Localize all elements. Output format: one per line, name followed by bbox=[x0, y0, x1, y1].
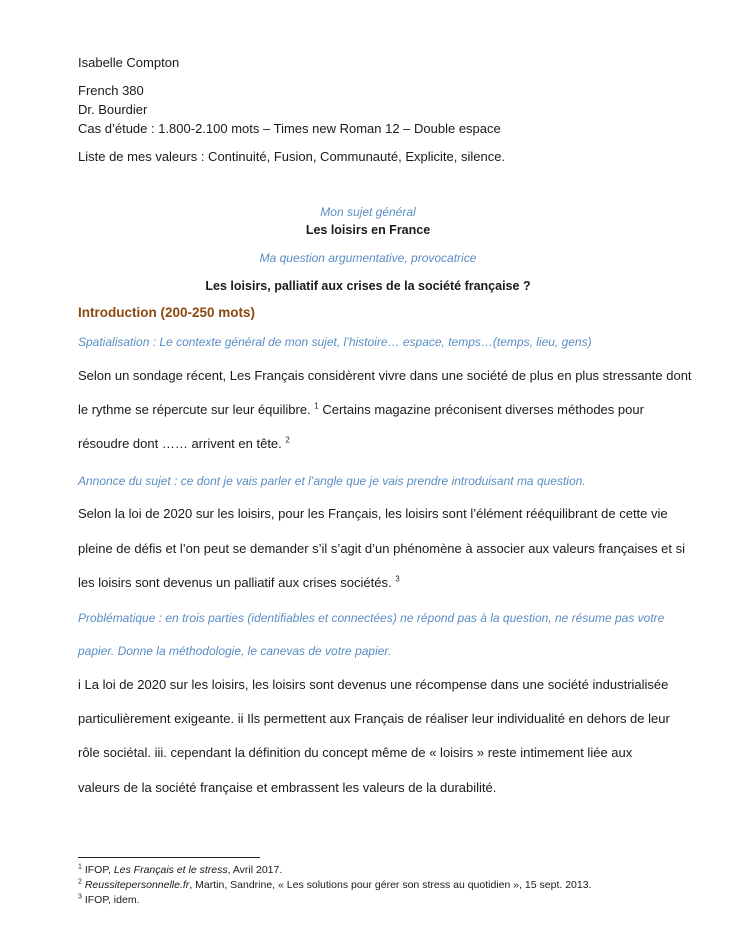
footnote-separator bbox=[78, 857, 260, 858]
argumentative-question: Les loisirs, palliatif aux crises de la société française ? bbox=[205, 279, 531, 293]
footnote-number: 3 bbox=[78, 893, 82, 901]
footnote-text: IFOP, idem. bbox=[81, 894, 140, 906]
paragraph-1-line-3 bbox=[78, 436, 290, 452]
footnote-title: Les Français et le stress bbox=[113, 864, 228, 876]
footnote-ref-3: 3 bbox=[395, 574, 400, 584]
paragraph-3-line-4: valeurs de la société française et embrassent les valeurs de la durabilité. bbox=[78, 780, 497, 795]
paragraph-2-line-1: Selon la loi de 2020 sur les loisirs, pour les Français, les loisirs sont l’élément rééquilibrant de cette vie bbox=[78, 506, 668, 521]
footnote-ref-1: 1 bbox=[314, 401, 319, 411]
paragraph-2-line-3 bbox=[78, 575, 400, 591]
paragraph-1-line-2b: Certains magazine préconisent diverses méthodes pour bbox=[318, 402, 644, 417]
course-name: French 380 bbox=[78, 83, 144, 98]
footnote-1 bbox=[78, 864, 282, 877]
problematique-note-line-2: papier. Donne la méthodologie, le canevas de votre papier. bbox=[78, 644, 392, 658]
paragraph-1-line-3a: résoudre dont …… arrivent en tête. bbox=[78, 436, 286, 451]
paragraph-3-line-1: i La loi de 2020 sur les loisirs, les loisirs sont devenus une récompense dans une société industrialisée bbox=[78, 677, 669, 692]
paragraph-2-line-2: pleine de défis et l’on peut se demander s’il s’agit d’un phénomène à associer aux valeurs françaises et si bbox=[78, 541, 686, 556]
footnote-title: Reussitepersonnelle.fr bbox=[84, 879, 190, 891]
values-list: Liste de mes valeurs : Continuité, Fusion, Communauté, Explicite, silence. bbox=[78, 149, 506, 164]
topic-label: Mon sujet général bbox=[320, 205, 416, 219]
paragraph-1-line-2 bbox=[78, 402, 644, 418]
paragraph-3-line-3: rôle sociétal. iii. cependant la définition du concept même de « loisirs » reste intimement liée aux bbox=[78, 745, 633, 760]
footnote-number: 2 bbox=[78, 878, 82, 886]
footnote-text: , Avril 2017. bbox=[227, 864, 283, 876]
question-label: Ma question argumentative, provocatrice bbox=[259, 251, 477, 265]
case-study-requirements: Cas d’étude : 1.800-2.100 mots – Times new Roman 12 – Double espace bbox=[78, 121, 501, 136]
footnote-3 bbox=[78, 894, 139, 907]
footnote-text: , Martin, Sandrine, « Les solutions pour gérer son stress au quotidien », 15 sept. 2013. bbox=[189, 879, 592, 891]
introduction-heading: Introduction (200-250 mots) bbox=[78, 305, 256, 320]
paragraph-1-line-1: Selon un sondage récent, Les Français considèrent vivre dans une société de plus en plus stressante dont bbox=[78, 368, 692, 383]
footnote-2 bbox=[78, 879, 591, 892]
annonce-note: Annonce du sujet : ce dont je vais parler et l’angle que je vais prendre introduisant ma question. bbox=[78, 474, 586, 488]
spatialisation-note: Spatialisation : Le contexte général de mon sujet, l’histoire… espace, temps…(temps, lieu, gens) bbox=[78, 335, 592, 349]
topic-title: Les loisirs en France bbox=[305, 223, 431, 237]
paragraph-3-line-2: particulièrement exigeante. ii Ils permettent aux Français de réaliser leur individualité en dehors de leur bbox=[78, 711, 670, 726]
professor-name: Dr. Bourdier bbox=[78, 102, 148, 117]
problematique-note-line-1: Problématique : en trois parties (identifiables et connectées) ne répond pas à la question, ne résume pas votre bbox=[78, 611, 665, 625]
footnote-number: 1 bbox=[78, 863, 82, 871]
footnote-text: IFOP, bbox=[81, 864, 114, 876]
paragraph-2-line-3a: les loisirs sont devenus un palliatif aux crises sociétés. bbox=[78, 575, 396, 590]
footnote-ref-2: 2 bbox=[285, 435, 290, 445]
paragraph-1-line-2a: le rythme se répercute sur leur équilibre. bbox=[78, 402, 315, 417]
author-name: Isabelle Compton bbox=[78, 55, 180, 70]
